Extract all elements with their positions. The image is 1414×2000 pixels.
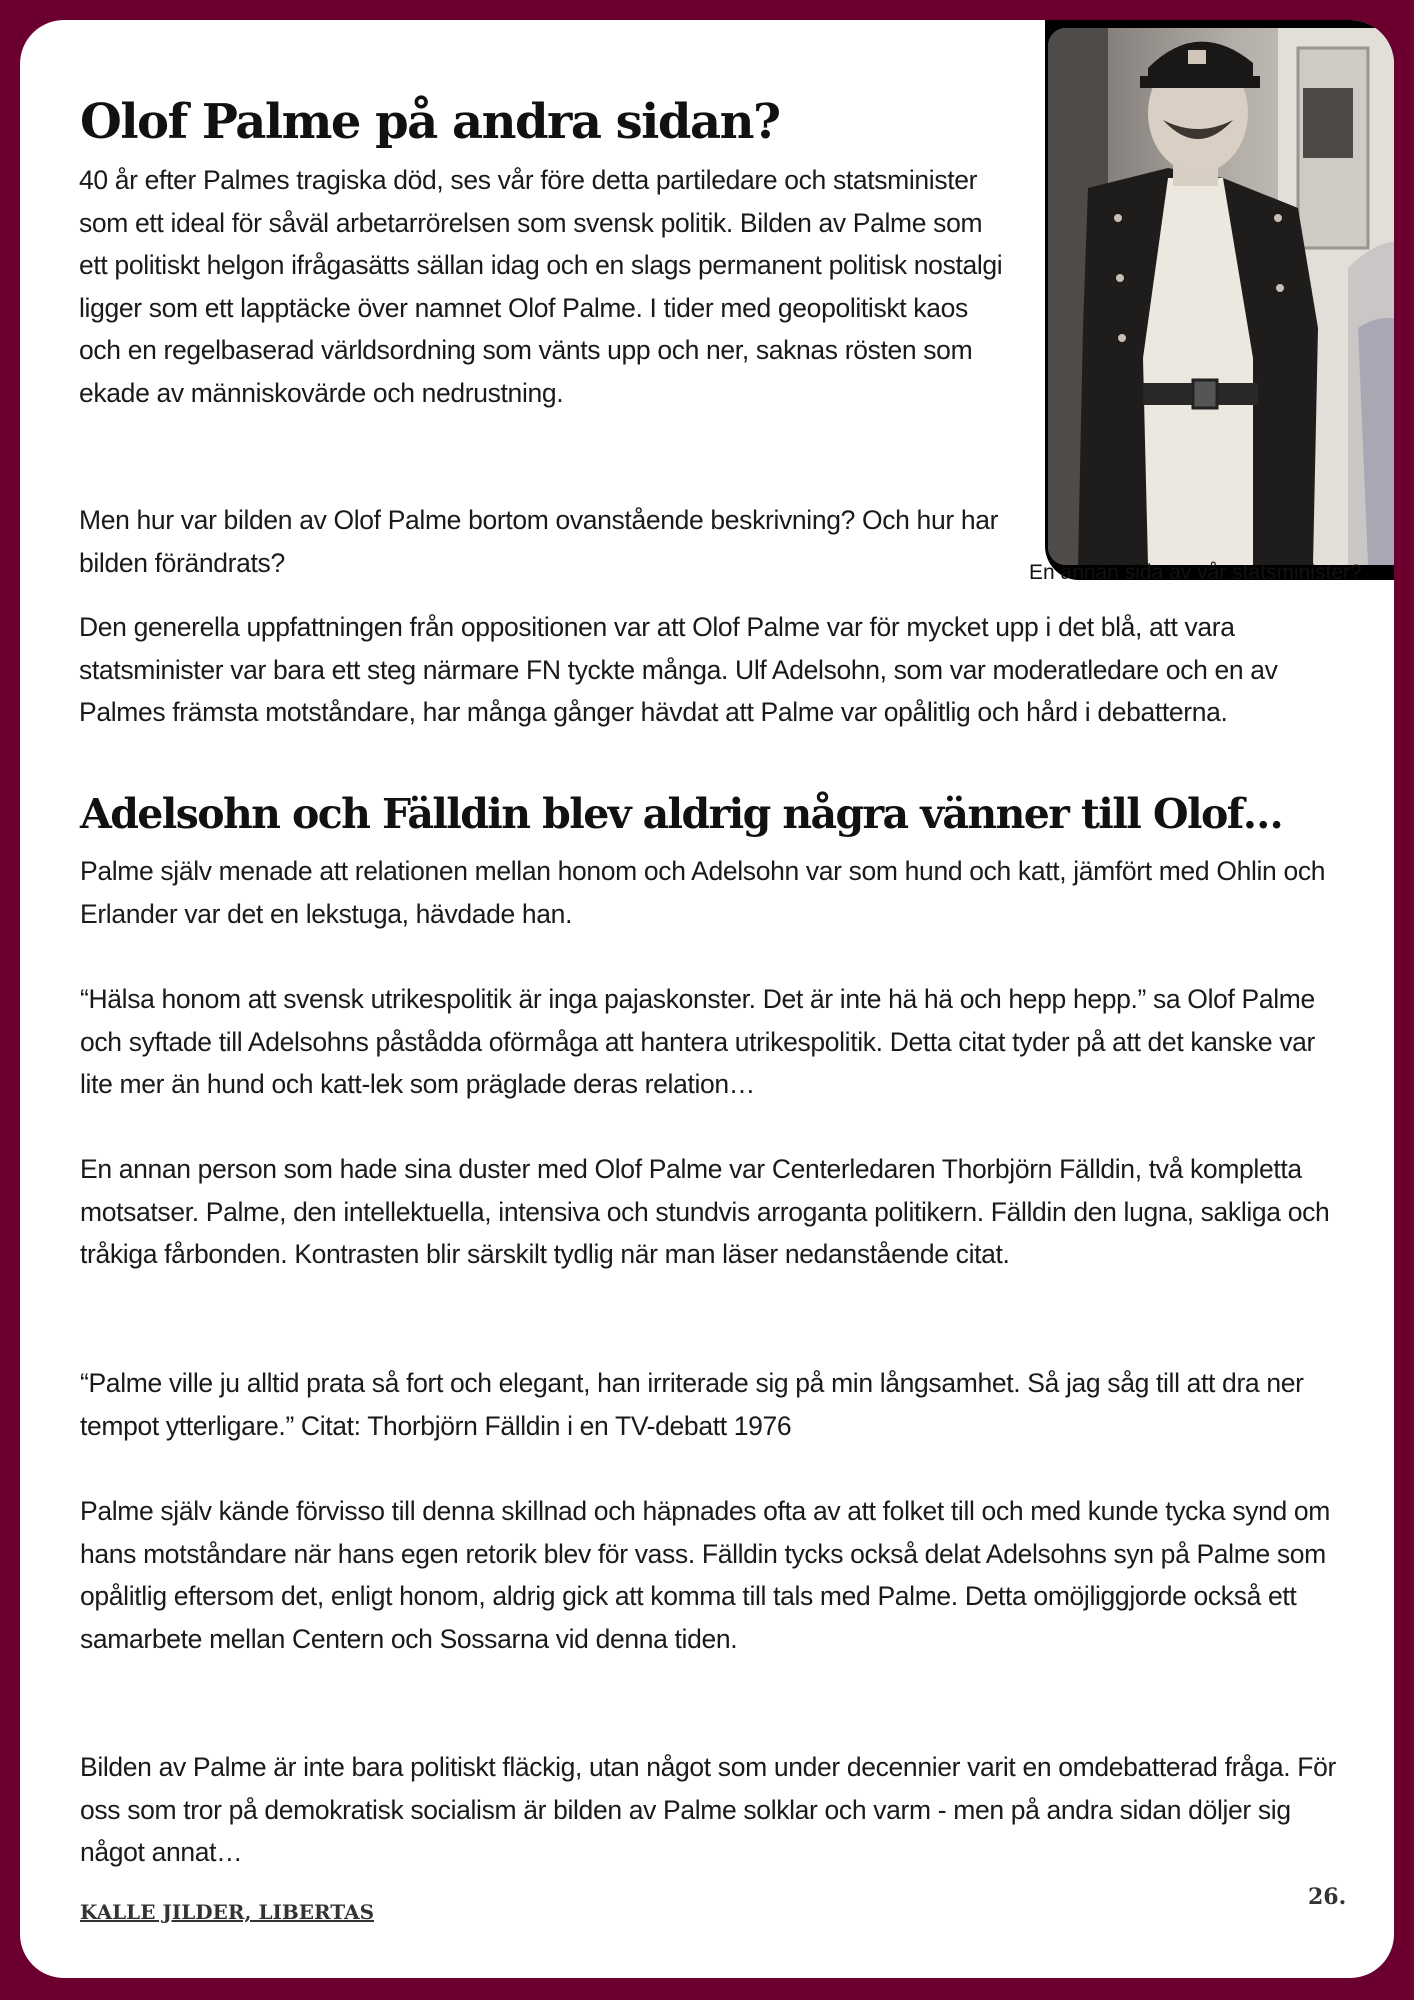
palme-photo bbox=[1048, 28, 1394, 565]
quote-paragraph-1: “Hälsa honom att svensk utrikespolitik är inga pajaskonster. Det är inte hä hä och hepp hepp.” sa Olof Palme och syftade till Adelsohns påstådda oförmåga att hantera utrikespolitik. Detta citat tyder på att det kanske var lite mer än hund och katt-lek som präglade deras relation… bbox=[80, 984, 1315, 1099]
magazine-page bbox=[20, 20, 1394, 1978]
question-paragraph: Men hur var bilden av Olof Palme bortom ovanstående beskrivning? Och hur har bilden förändrats? bbox=[79, 505, 999, 578]
photo-caption: En annan sida av vår statsminister? bbox=[1029, 561, 1362, 584]
article-title: Olof Palme på andra sidan? bbox=[80, 94, 780, 150]
quote-paragraph-2: “Palme ville ju alltid prata så fort och elegant, han irriterade sig på min långsamhet. Så jag såg till att dra ner tempot ytterligare.” Citat: Thorbjörn Fälldin i en TV-debatt 1976 bbox=[80, 1368, 1304, 1441]
body-paragraph-4: Bilden av Palme är inte bara politiskt fläckig, utan något som under decennier varit en omdebatterad fråga. För oss som tror på demokratisk socialism är bilden av Palme solklar och varm - men på andra sidan döljer sig något annat… bbox=[80, 1752, 1336, 1867]
author-byline: KALLE JILDER, LIBERTAS bbox=[80, 1900, 375, 1924]
body-paragraph-2: En annan person som hade sina duster med Olof Palme var Centerledaren Thorbjörn Fälldin, två kompletta motsatser. Palme, den intellektuella, intensiva och stundvis arroganta politikern. Fälldin den lugna, sakliga och tråkiga fårbonden. Kontrasten blir särskilt tydlig när man läser nedanstående citat. bbox=[80, 1154, 1330, 1269]
section-heading: Adelsohn och Fälldin blev aldrig några vänner till Olof… bbox=[80, 790, 1283, 838]
page-number: 26. bbox=[1308, 1884, 1347, 1910]
body-paragraph-1: Palme själv menade att relationen mellan honom och Adelsohn var som hund och katt, jämfört med Ohlin och Erlander var det en lekstuga, hävdade han. bbox=[80, 856, 1326, 929]
intro-paragraph: 40 år efter Palmes tragiska död, ses vår före detta partiledare och statsminister som ett ideal för såväl arbetarrörelsen som svensk politik. Bilden av Palme som ett politiskt helgon ifrågasätts sällan idag och en slags permanent politisk nostalgi ligger som ett lapptäcke över namnet Olof Palme. I tider med geopolitiskt kaos och en regelbaserad världsordning som vänts upp och ner, saknas rösten som ekade av människovärde och nedrustning. bbox=[79, 165, 1003, 408]
body-paragraph-3: Palme själv kände förvisso till denna skillnad och häpnades ofta av att folket till och med kunde tycka synd om hans motståndare när hans egen retorik blev för vass. Fälldin tycks också delat Adelsohns syn på Palme som opålitlig eftersom det, enligt honom, aldrig gick att komma till tals med Palme. Detta omöjliggjorde också ett samarbete mellan Centern och Sossarna vid denna tiden. bbox=[80, 1496, 1331, 1654]
opposition-paragraph: Den generella uppfattningen från oppositionen var att Olof Palme var för mycket upp i det blå, att vara statsminister var bara ett steg närmare FN tyckte många. Ulf Adelsohn, som var moderatledare och en av Palmes främsta motståndare, har många gånger hävdat att Palme var opålitlig och hård i debatterna. bbox=[79, 612, 1278, 727]
